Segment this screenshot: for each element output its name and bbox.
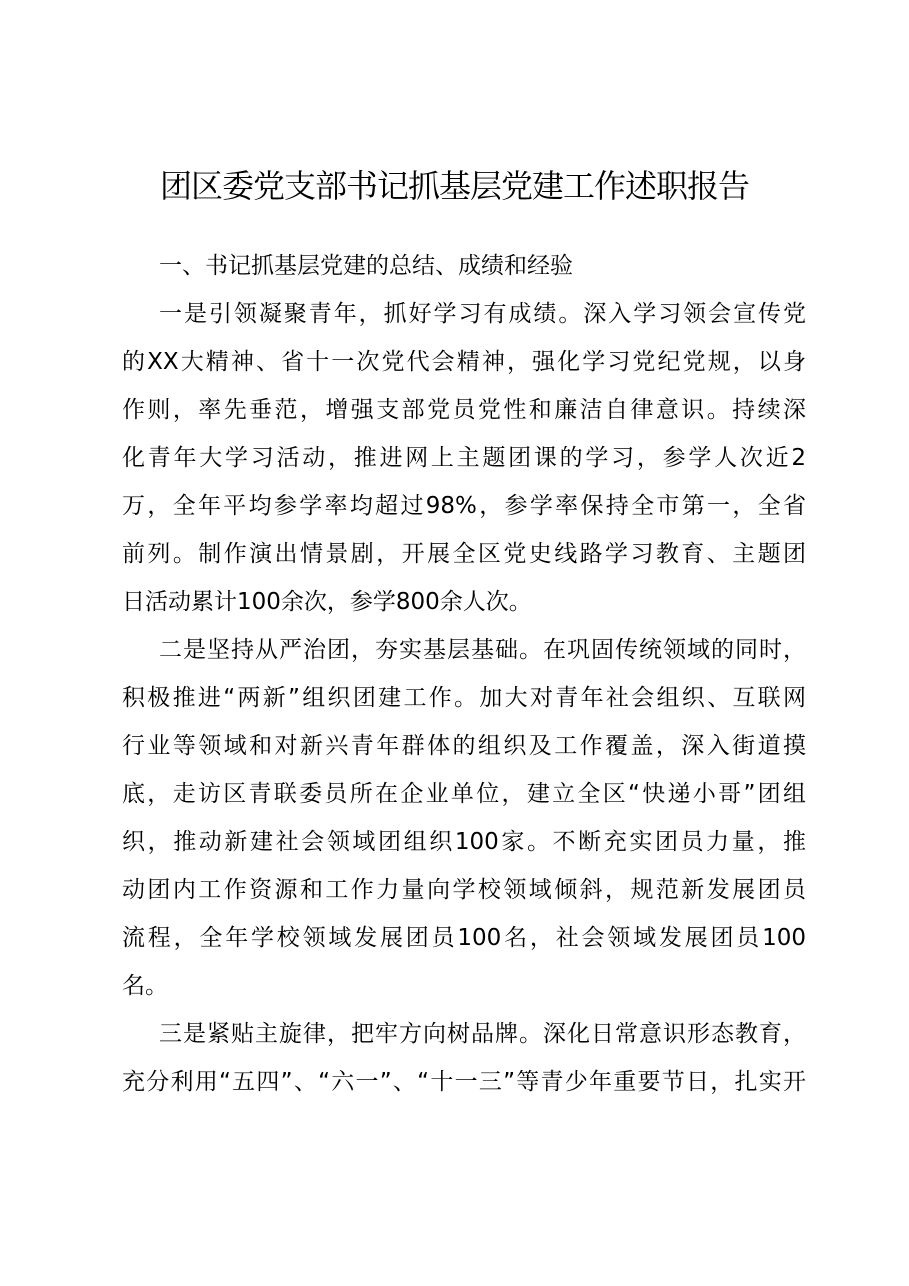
paragraph-line: 充分利用“五四”、“六一”、“十一三”等青少年重要节日，扎实开 (122, 1069, 806, 1095)
document-title: 团区委党支部书记抓基层党建工作述职报告 (159, 167, 749, 205)
document-body (122, 242, 806, 1106)
paragraph-line: 织，推动新建社会领域团组织100家。不断充实团员力量，推 (122, 829, 806, 855)
section-heading: 一、书记抓基层党建的总结、成绩和经验 (159, 253, 573, 279)
paragraph-line: 三是紧贴主旋律，把牢方向树品牌。深化日常意识形态教育， (159, 1021, 806, 1047)
paragraph-line: 作则，率先垂范，增强支部党员党性和廉洁自律意识。持续深 (122, 397, 806, 423)
paragraph-3 (122, 1010, 806, 1106)
paragraph-line: 二是坚持从严治团，夯实基层基础。在巩固传统领域的同时， (159, 637, 806, 663)
paragraph-line: 前列。制作演出情景剧，开展全区党史线路学习教育、主题团 (122, 541, 806, 567)
paragraph-line: 行业等领域和对新兴青年群体的组织及工作覆盖，深入街道摸 (122, 733, 806, 759)
paragraph-line: 万，全年平均参学率均超过98%，参学率保持全市第一，全省 (122, 493, 806, 519)
paragraph-line: 日活动累计100余次，参学800余人次。 (122, 589, 532, 615)
paragraph-line: 流程，全年学校领域发展团员100名，社会领域发展团员100 (122, 925, 806, 951)
paragraph-1 (122, 290, 806, 626)
paragraph-line: 动团内工作资源和工作力量向学校领域倾斜，规范新发展团员 (122, 877, 806, 903)
paragraph-line: 一是引领凝聚青年，抓好学习有成绩。深入学习领会宣传党 (159, 301, 806, 327)
paragraph-line: 的XX大精神、省十一次党代会精神，强化学习党纪党规，以身 (122, 349, 806, 375)
paragraph-line: 底，走访区青联委员所在企业单位，建立全区“快递小哥”团组 (122, 781, 806, 807)
paragraph-line: 积极推进“两新”组织团建工作。加大对青年社会组织、互联网 (122, 685, 806, 711)
paragraph-2 (122, 626, 806, 1010)
paragraph-line: 化青年大学习活动，推进网上主题团课的学习，参学人次近2 (122, 445, 806, 471)
paragraph-line: 名。 (122, 973, 168, 999)
